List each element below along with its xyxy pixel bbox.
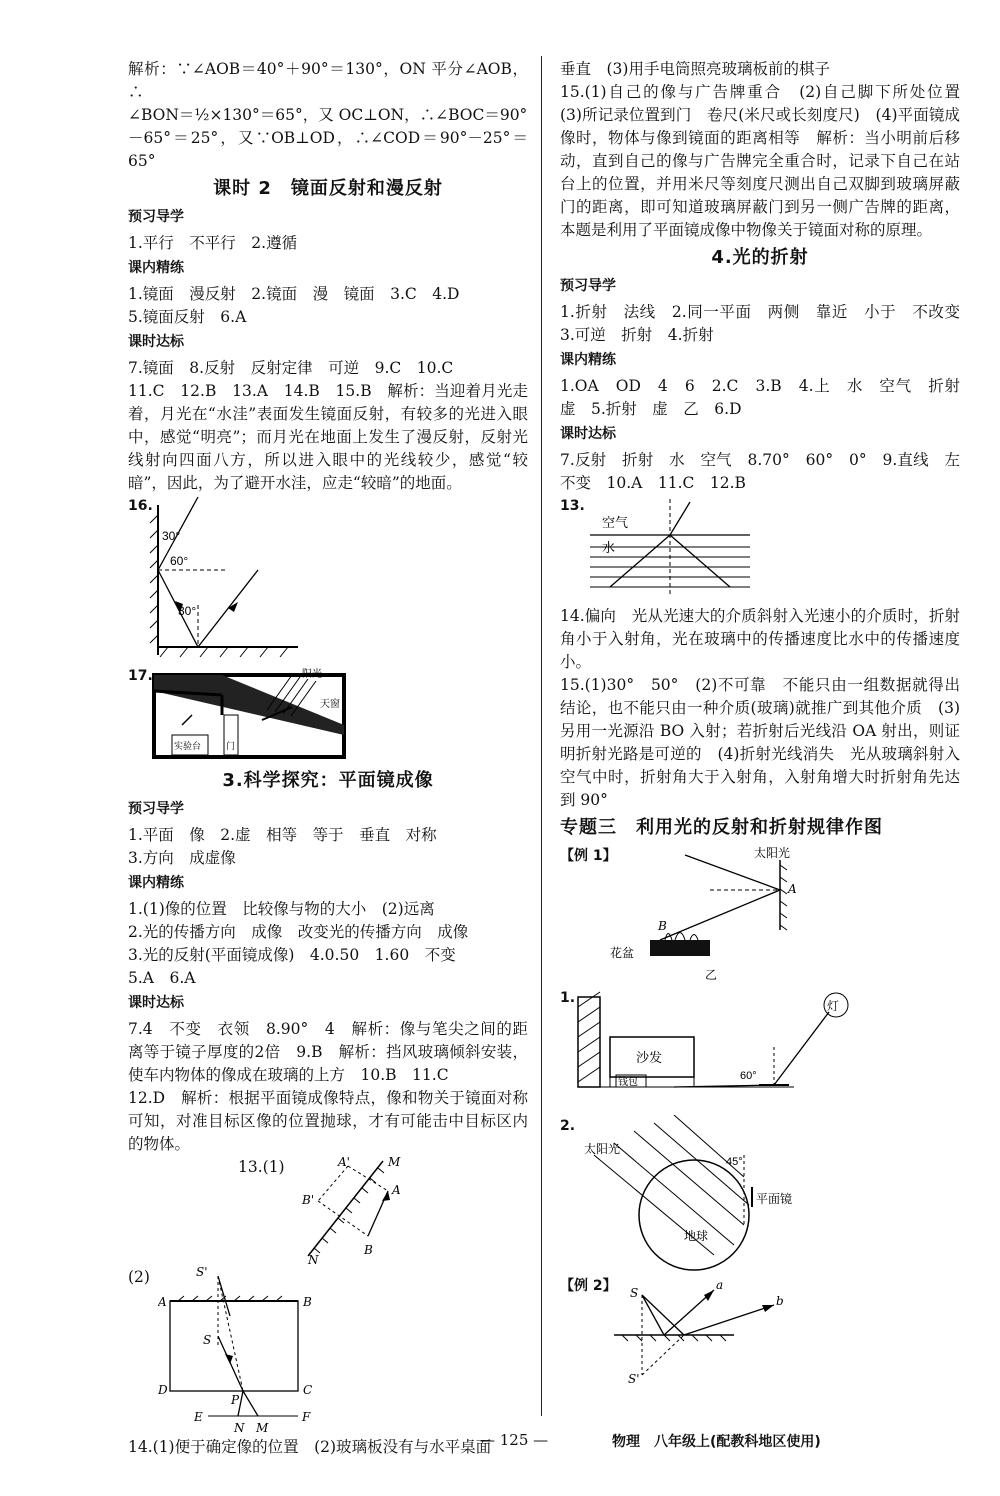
sunlight-flowerpot-diagram (610, 845, 850, 985)
label-sunlight: 太阳光 (754, 846, 791, 860)
subhead-practice: 课内精练 (128, 875, 184, 891)
right-column (560, 58, 976, 1385)
label-wallet: 钱包 (618, 1077, 638, 1088)
point-label: B (303, 1295, 312, 1309)
sofa-wallet-diagram (574, 987, 874, 1112)
label-sunlight: 太阳光 (584, 1142, 621, 1156)
page-footer (0, 1427, 1000, 1457)
angle-label: 60° (170, 554, 189, 568)
question-number: 13. (560, 498, 585, 514)
label-air: 空气 (602, 516, 629, 531)
text-line: 1.平面 像 2.虚 相等 等于 垂直 对称 (128, 826, 437, 844)
figure-1-sofa (560, 987, 960, 1115)
intro-solution (128, 58, 528, 173)
text-line: 11.C 12.B 13.A 14.B 15.B 解析：当迎着月光走着，月光在“水洼”表面发生镜面反射，有较多的光进入眼中，感觉“明亮”；而月光在地面上发生了漫反射，反射光线射向四面八方，所以进入眼中的光线较少，感觉“较暗”，因此，为了避开水洼，应走“较暗”的地面。 (128, 382, 528, 492)
earth-sunlight-diagram (574, 1115, 874, 1273)
section-title-topic3: 专题三 利用光的反射和折射规律作图 (560, 817, 883, 838)
label-mirror: 平面镜 (756, 1192, 793, 1206)
text-line: 解析：∵∠AOB＝40°＋90°＝130°，ON 平分∠AOB，∴ (128, 60, 528, 101)
figure-caption: 乙 (705, 968, 718, 982)
subhead-practice: 课内精练 (560, 352, 616, 368)
glass-refraction-diagram (158, 1266, 358, 1436)
section-title-lesson2: 课时 2 镜面反射和漫反射 (213, 178, 443, 199)
point-label: A (158, 1295, 167, 1309)
point-label: M (388, 1156, 401, 1169)
subhead-preview: 预习导学 (128, 209, 184, 225)
section-title-mirror: 3.科学探究：平面镜成像 (222, 770, 434, 791)
figure-13-refraction (560, 495, 960, 605)
point-label: S (630, 1286, 639, 1300)
label-lamp: 灯 (827, 999, 840, 1013)
text-line: ∠BON＝½×130°＝65°，又 OC⊥ON，∴∠BOC＝90° (128, 106, 528, 124)
text-line: 3.光的反射(平面镜成像) 4.0.50 1.60 不变 (128, 946, 456, 964)
point-label: M (256, 1421, 269, 1435)
figure-2-earth (560, 1115, 960, 1275)
point-label: F (302, 1410, 311, 1424)
page-number: — 125 — (480, 1431, 549, 1449)
example-label: 【例 1】 (560, 848, 617, 864)
water-surface-diagram (580, 497, 780, 602)
section-title-refraction: 4.光的折射 (711, 247, 809, 268)
text-line: 15.(1)30° 50° (2)不可靠 不能只由一组数据就得出结论，也不能只由一种介质(玻璃)就推广到其他介质 (3)另用一光源沿 BO 入射；若折射后光线沿 OA 射出，则证明折射光路是可逆的 (4)折射光线消失 光从玻璃斜射入空气中时，折射角大于入射角，入射角增大时折射角先达到 90° (560, 676, 960, 809)
question-number: 17. (128, 668, 153, 684)
point-label: S' (196, 1266, 208, 1279)
label-lab-bench: 实验台 (174, 742, 202, 752)
subhead-review: 课时达标 (560, 426, 616, 442)
left-column (128, 58, 528, 1459)
text-line: 垂直 (3)用手电筒照亮玻璃板前的棋子 (560, 60, 830, 78)
label-sofa: 沙发 (636, 1051, 663, 1066)
label-water: 水 (602, 541, 616, 556)
subhead-preview: 预习导学 (128, 801, 184, 817)
label-door: 门 (226, 742, 236, 752)
angle-label: 60° (740, 1070, 757, 1082)
reflection-diagram (148, 495, 408, 665)
angle-label: 45° (726, 1156, 743, 1168)
question-number: 1. (560, 990, 576, 1006)
text-line: 15.(1)自己的像与广告牌重合 (2)自己脚下所处位置 (3)所记录位置到门 卷尺(米尺或长刻度尺) (4)平面镜成像时，物体与像到镜面的距离相等 解析：当小明前后移动，直到自己的像与广告牌完全重合时，记录下自己在站台上的位置，并用米尺等刻度尺测出自己双脚到玻璃屏蔽门的距离，即可知道玻璃屏蔽门到另一侧广告牌的距离，本题是利用了平面镜成像中物像关于镜面对称的原理。 (560, 83, 976, 239)
question-number: 2. (560, 1118, 576, 1134)
subhead-review: 课时达标 (128, 334, 184, 350)
label-earth: 地球 (684, 1229, 709, 1243)
point-label: A (788, 882, 797, 896)
point-label: P (231, 1393, 240, 1407)
question-number: 13.(1) (238, 1158, 285, 1176)
point-label: N (234, 1421, 245, 1435)
point-label: A' (338, 1156, 350, 1169)
text-line: 7.4 不变 衣领 8.90° 4 解析：像与笔尖之间的距离等于镜子厚度的2倍 9.B 解析：挡风玻璃倾斜安装，使车内物体的像成在玻璃的上方 10.B 11.C (128, 1020, 528, 1084)
point-label: B' (302, 1193, 315, 1207)
column-divider (541, 56, 542, 1416)
point-label: D (158, 1383, 168, 1397)
angle-label: 30° (162, 529, 181, 543)
example-label: 【例 2】 (560, 1278, 617, 1294)
subhead-preview: 预习导学 (560, 278, 616, 294)
text-line: 3.方向 成虚像 (128, 849, 236, 867)
point-label: A (392, 1183, 401, 1197)
text-line: 2.光的传播方向 成像 改变光的传播方向 成像 (128, 923, 469, 941)
mirror-image-diagram (288, 1156, 428, 1266)
point-label: a (716, 1278, 724, 1292)
point-label: N (308, 1253, 319, 1266)
text-line: 7.反射 折射 水 空气 8.70° 60° 0° 9.直线 左 不变 10.A 11.C 12.B (560, 451, 976, 492)
point-label: b (776, 1294, 784, 1308)
point-label: S' (628, 1372, 640, 1385)
text-line: 1.镜面 漫反射 2.镜面 漫 镜面 3.C 4.D (128, 285, 460, 303)
text-line: 1.OA OD 4 6 2.C 3.B 4.上 水 空气 折射 虚 5.折射 虚 乙 6.D (560, 377, 976, 418)
angle-label: 30° (178, 604, 197, 618)
label-sunlight: 阳光 (302, 669, 322, 680)
text-line: 1.平行 不平行 2.遵循 (128, 234, 298, 252)
example-1-figure (560, 845, 960, 987)
text-line: －65°＝25°，又∵OB⊥OD，∴∠COD＝90°－25°＝65° (128, 129, 528, 170)
question-number: 16. (128, 498, 153, 514)
point-label: C (303, 1383, 313, 1397)
figure-16 (128, 495, 528, 665)
subhead-review: 课时达标 (128, 995, 184, 1011)
question-number: (2) (128, 1268, 150, 1286)
text-line: 5.A 6.A (128, 969, 196, 987)
text-line: 7.镜面 8.反射 反射定律 可逆 9.C 10.C (128, 359, 454, 377)
label-flowerpot: 花盆 (610, 946, 635, 960)
point-label: B (658, 919, 667, 933)
point-label: S (203, 1333, 212, 1347)
virtual-image-diagram (604, 1275, 834, 1385)
example-2-figure (560, 1275, 960, 1385)
figure-13-1 (128, 1156, 528, 1266)
skylight-diagram (152, 665, 372, 760)
figure-13-2 (128, 1266, 528, 1436)
subhead-practice: 课内精练 (128, 260, 184, 276)
text-line: 12.D 解析：根据平面镜成像特点，像和物关于镜面对称可知，对准目标区像的位置抛球，才有可能击中目标区内的物体。 (128, 1089, 528, 1153)
text-line: 14.偏向 光从光速大的介质斜射入光速小的介质时，折射角小于入射角，光在玻璃中的传播速度比水中的传播速度小。 (560, 607, 960, 671)
text-line: 1.(1)像的位置 比较像与物的大小 (2)远离 (128, 900, 435, 918)
label-skylight: 天窗 (320, 699, 340, 710)
point-label: E (194, 1410, 203, 1424)
text-line: 5.镜面反射 6.A (128, 308, 247, 326)
text-line: 14.(1)便于确定像的位置 (2)玻璃板没有与水平桌面 (128, 1438, 492, 1456)
point-label: B (364, 1243, 373, 1257)
text-line: 1.折射 法线 2.同一平面 两侧 靠近 小于 不改变 3.可逆 折射 4.折射 (560, 303, 976, 344)
book-title: 物理 八年级上(配教科地区使用) (612, 1434, 821, 1450)
figure-17 (128, 665, 528, 765)
